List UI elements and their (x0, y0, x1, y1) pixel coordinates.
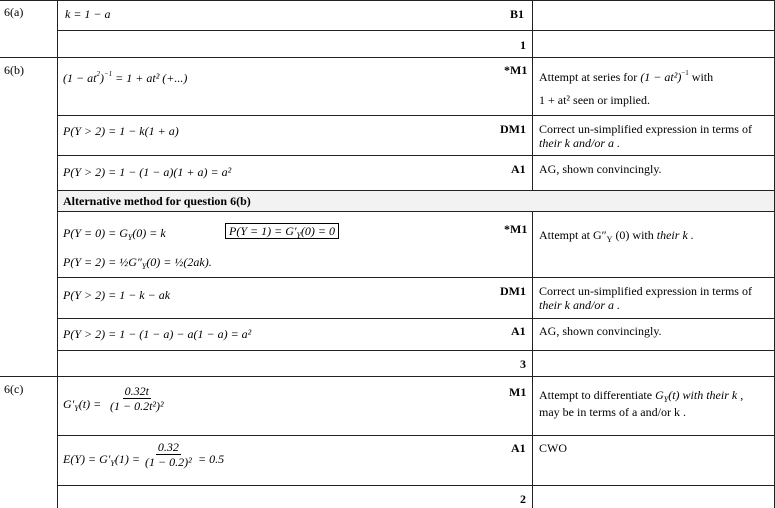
q6a-answer: k = 1 − a (65, 7, 111, 21)
q6b-alt-r1-boxed: $P(Y = 1) = G'_Y(0) = 0$ (225, 224, 339, 240)
col-divider-2a (532, 0, 533, 190)
col-divider-1 (57, 0, 58, 508)
q6b-r1-answer: $(1 - at^2)^{-1} = 1 + at^2$ (+...) (63, 70, 188, 85)
q6c-r1-lhs: $G'_Y(t)$ = (63, 397, 102, 413)
q6b-alt-r2-mark: DM1 (500, 284, 526, 298)
col-divider-2b (532, 211, 533, 508)
rule-6c-1 (57, 435, 775, 436)
rule-6b-2 (57, 155, 775, 156)
q6b-total: 3 (520, 357, 526, 371)
q6a-mark: B1 (510, 7, 525, 21)
q6a-label: 6(a) (4, 5, 24, 19)
rule-top (0, 0, 775, 1)
q6b-alt-r1-guidance: Attempt at $G''_Y$ (0) with their k . (539, 228, 694, 244)
q6c-r2-fraction (143, 440, 194, 469)
q6c-r2-guidance: CWO (539, 441, 567, 455)
q6b-alt-r2-guidance-1: Correct un-simplified expression in terms of (539, 284, 752, 298)
q6c-r1-numerator: 0.32t (124, 384, 149, 398)
q6b-alt-r3-mark: A1 (511, 324, 526, 338)
q6b-r2-mark: DM1 (500, 122, 526, 136)
q6b-r3-answer: P(Y > 2) = 1 − (1 − a)(1 + a) = a² (63, 165, 232, 179)
q6c-r2-numerator: 0.32 (157, 440, 179, 454)
q6c-r1-mark: M1 (509, 385, 527, 399)
q6b-alt-r1-answer-2: $P(Y = 2) = \frac{1}{2}G''_Y(0)$ = ½(2ak). (63, 255, 212, 271)
q6b-r2-answer: P(Y > 2) = 1 − k(1 + a) (63, 124, 179, 138)
q6b-alt-r2-answer: P(Y > 2) = 1 − k − ak (63, 288, 171, 302)
q6b-label: 6(b) (4, 63, 24, 77)
q6c-r2-mark: A1 (511, 441, 526, 455)
q6b-alt-r3-guidance: AG, shown convincingly. (539, 324, 662, 338)
q6b-alt-r1-answer-1: $P(Y = 0) = G_Y(0) = k$ (63, 226, 166, 242)
rule-6b-6 (57, 318, 775, 319)
rule-6b-end (0, 376, 775, 377)
rule-6a-end (0, 57, 775, 58)
q6b-r2-guidance-2: their k and/or a . (539, 136, 621, 150)
rule-6b-3 (57, 190, 775, 191)
q6b-r1-mark: *M1 (504, 63, 528, 77)
q6b-r3-guidance: AG, shown convincingly. (539, 162, 662, 176)
q6b-alt-r2-guidance-2: their k and/or a . (539, 298, 621, 312)
rule-6b-7 (57, 350, 775, 351)
q6b-r1-guidance-1: Attempt at series for $(1 - at^2)^{-1}$ with (539, 69, 714, 84)
q6c-r2-denominator: (1 − 0.2)² (145, 455, 192, 469)
rule-6b-4 (57, 211, 775, 212)
q6b-r3-mark: A1 (511, 162, 526, 176)
rule-6b-1 (57, 115, 775, 116)
q6b-r2-guidance-1: Correct un-simplified expression in terms of (539, 122, 752, 136)
rule-6c-2 (57, 485, 775, 486)
q6c-total: 2 (520, 492, 526, 506)
q6c-r2-result: = 0.5 (198, 452, 225, 466)
q6b-alt-r3-answer: P(Y > 2) = 1 − (1 − a) − a(1 − a) = a² (63, 327, 252, 341)
q6b-r1-guidance-2: 1 + at² seen or implied. (539, 93, 651, 107)
q6c-r2-lhs: $E(Y) = G'_Y(1)$ = (63, 452, 140, 468)
q6a-total: 1 (520, 38, 526, 52)
q6c-r1-guidance-1: Attempt to differentiate $G_Y(t)$ with their k , (539, 388, 744, 404)
q6b-alt-r1-mark: *M1 (504, 222, 528, 236)
q6b-alt-heading: Alternative method for question 6(b) (63, 194, 251, 208)
rule-6a-mid (57, 30, 775, 31)
q6c-label: 6(c) (4, 382, 24, 396)
q6c-r1-guidance-2: may be in terms of a and/or k . (539, 405, 686, 419)
rule-6b-5 (57, 277, 775, 278)
q6c-r1-fraction (108, 384, 166, 413)
q6c-r1-denominator: (1 − 0.2t²)² (110, 399, 164, 413)
